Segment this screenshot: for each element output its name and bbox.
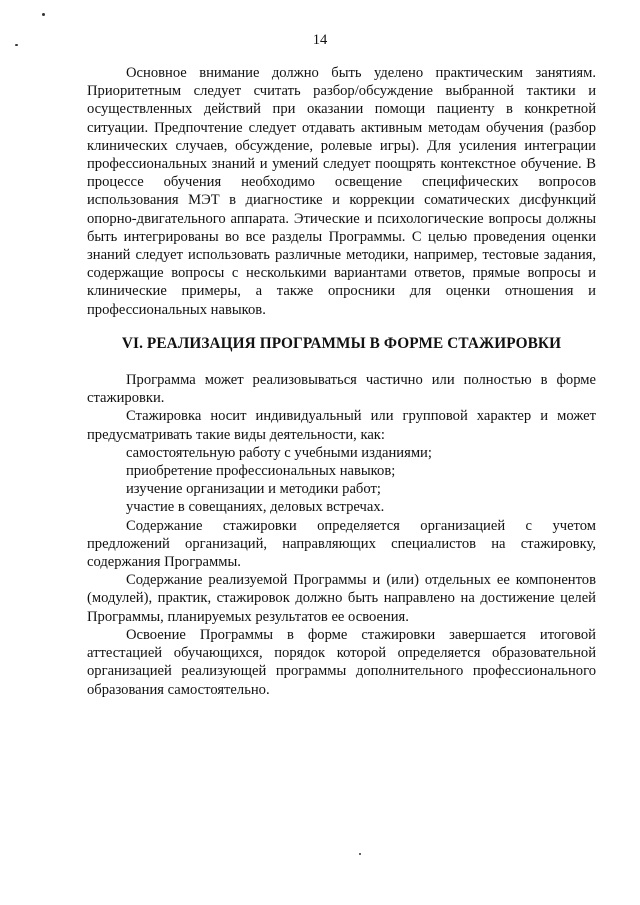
paragraph-final-attestation: Освоение Программы в форме стажировки завершается итоговой аттестацией обучающихся, порядок которой определяется образовательной организацией реализующей программы дополнительного профессионального образования самостоятельно. bbox=[87, 626, 596, 698]
paragraph-internship-content: Содержание стажировки определяется организацией с учетом предложений организаций, направляющих специалистов на стажировку, содержания Программы. bbox=[87, 517, 596, 571]
paragraph-program-content: Содержание реализуемой Программы и (или) отдельных ее компонентов (модулей), практик, стажировок должно быть направлено на достижение целей Программы, планируемых результатов ее освоения. bbox=[87, 572, 596, 625]
scan-speck bbox=[359, 853, 361, 855]
document-body bbox=[87, 64, 596, 699]
list-item: самостоятельную работу с учебными изданиями; bbox=[126, 444, 432, 461]
paragraph-practical-training: Основное внимание должно быть уделено практическим занятиям. Приоритетным следует считать разбор/обсуждение выбранной тактики и осуществленных действий при оказании помощи пациенту в конкретной ситуации. Предпочтение следует отдавать активным методам обучения (разбор клинических случаев, обсуждение, ролевые игры). Для усиления интеграции профессиональных знаний и умений следует поощрять контекстное обучение. В процессе обучения необходимо освещение специфических вопросов использования МЭТ в диагностике и коррекции соматических дисфункций опорно-двигательного аппарата. Этические и психологические вопросы должны быть интегрированы во все разделы Программы. С целью проведения оценки знаний следует использовать различные методики, например, тестовые задания, содержащие вопросы с несколькими вариантами ответов, прямые вопросы и клинические примеры, а также опросники для оценки отношения и профессиональных навыков. bbox=[87, 65, 596, 318]
page-number: 14 bbox=[312, 32, 328, 48]
list-item: приобретение профессиональных навыков; bbox=[126, 463, 396, 480]
paragraph-internship-character: Стажировка носит индивидуальный или групповой характер и может предусматривать такие виды деятельности, как: bbox=[87, 408, 596, 443]
scan-speck bbox=[42, 13, 45, 16]
list-item: изучение организации и методики работ; bbox=[126, 481, 381, 498]
paragraph-partial-implementation: Программа может реализовываться частично или полностью в форме стажировки. bbox=[87, 372, 596, 407]
list-item: участие в совещаниях, деловых встречах. bbox=[126, 499, 385, 516]
section-heading: VI. РЕАЛИЗАЦИЯ ПРОГРАММЫ В ФОРМЕ СТАЖИРОВКИ bbox=[121, 334, 562, 352]
